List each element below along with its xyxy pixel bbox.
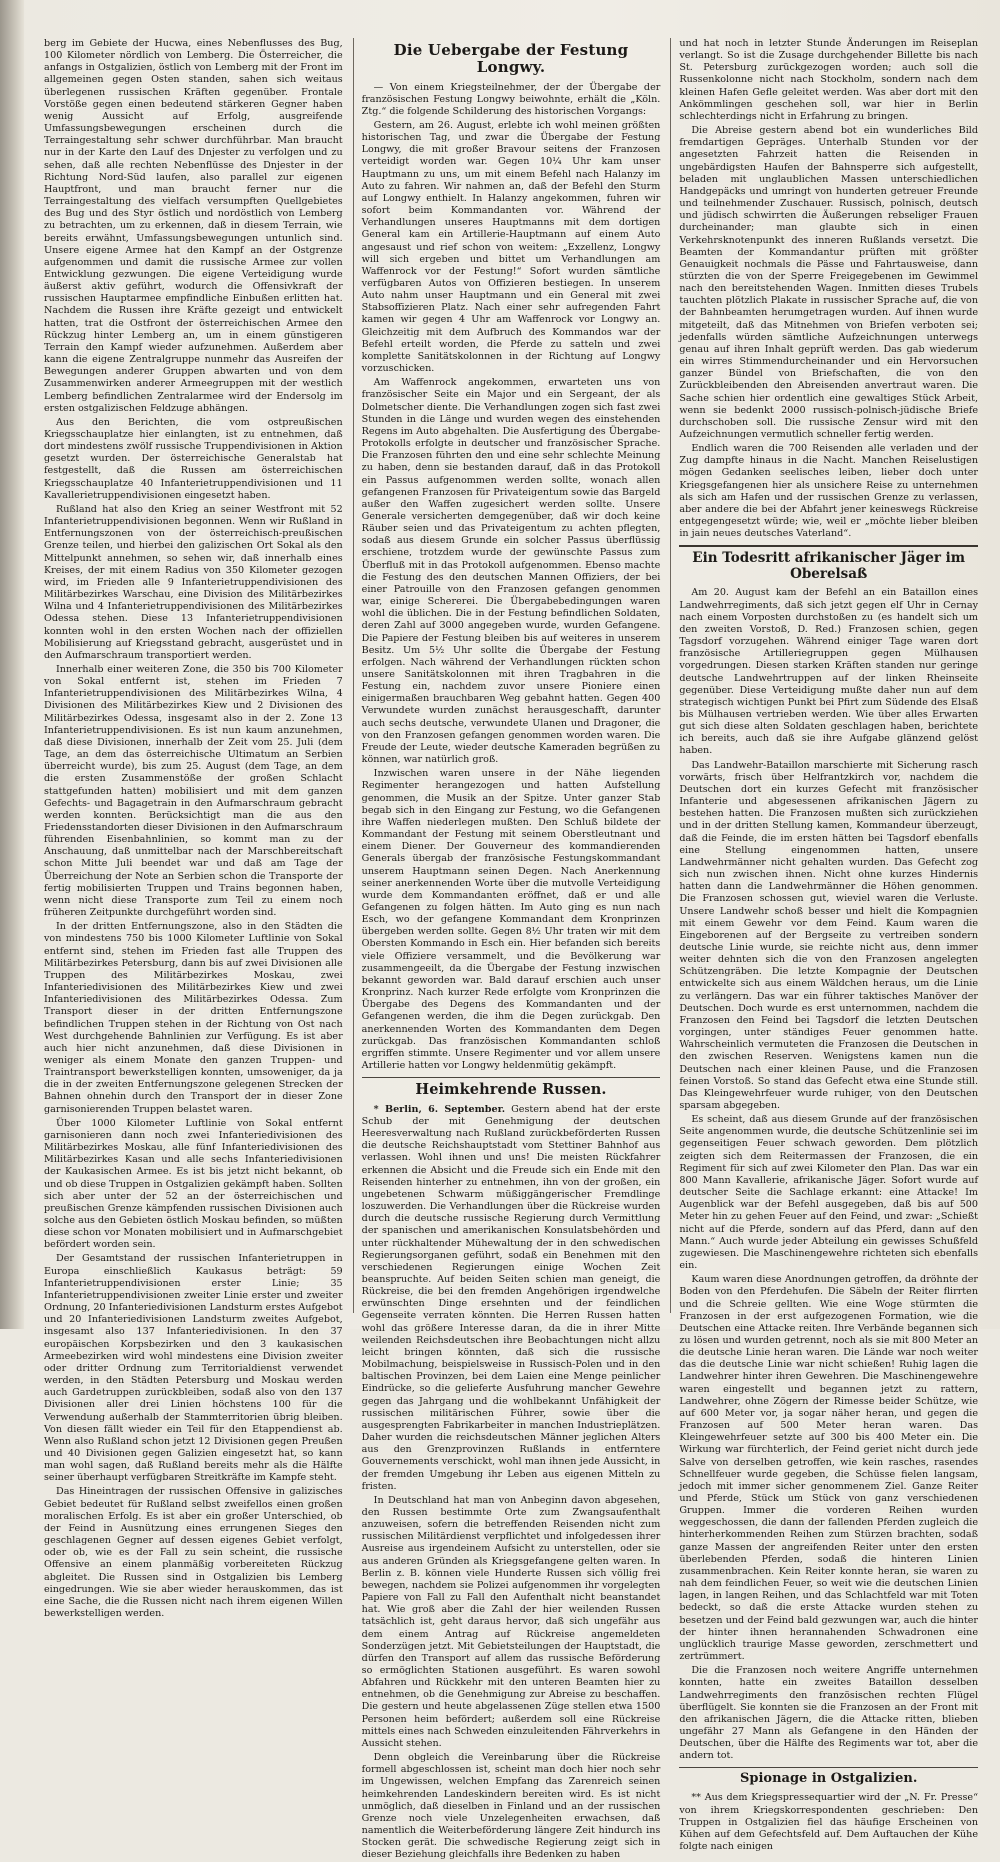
russen-continuation: Endlich waren die 700 Reisenden alle verladen und der Zug dampfte hinaus in die Nacht. Manchen Reiselustigen mögen Gedanken seelisches leiben, lieber doch unter Kriegsgefangenen hier als unsichere Reise zu unternehmen als sich am Hafen und der russischen Grenze zu verlassen, aber andere die bei der Abfahrt jener keineswegs Rückreise entgegengesetzt würde; wie, weil er „möchte lieber bleiben in jain neues deutsches Vaterland“. [679,443,979,540]
article-separator [679,545,978,547]
todesritt-paragraph: Das Landwehr-Bataillon marschierte mit Sicherung rasch vorwärts, frisch über Helfrantzkirch vor, nachdem die Deutschen dort ein kurzes Gefecht mit französischer Infanterie und abgesessenen afrikanischen Jägern zu bestehen hatten. Die Franzosen mußten sich zurückziehen und in der dritten Stellung kamen, Kommandeur überzeugt, daß die Feinde, die im ersten hätten bei Tagsdorf ebenfalls eine Stellung eingenommen hatten, unsere Landwehrmänner nicht gehalten wurden. Das Gefecht zog sich nun zwischen ihnen. Nicht ohne kurzes Hindernis hatten dann die Landwehrmänner die Höhen genommen. Die Franzosen schossen gut, wieviel waren die Verluste. Unsere Landwehr schoß besser und hielt die Kompagnien mit einem Gewehr vor dem Feind. Kaum waren die Eingeborenen auf der Bergseite zu vertreiben sondern deutsche Linie wurde, sie reichte nicht aus, denn immer weiter dehnten sich die von den Franzosen angelegten Schützengräben. Die letzte Kompagnie der Deutschen entwickelte sich aus einem Wäldchen heraus, um die Linie zu verlängern. Das war ein führer taktisches Manöver der Deutschen. Doch wurde es erst unternommen, nachdem die Franzosen den Feind bei Tagsdorf die letzten Deutschen vorgingen, unter ständiges Feuer genommen hatte. Wahrscheinlich vermuteten die Franzosen die Deutschen in den zwischen Reserven. Wenigstens kamen nun die Deutschen nach einer kleinen Pause, und die Franzosen feinen Vorstoß. So stand das Gefecht etwa eine Stunde still. Das Kleingewehrfeuer wurde ruhiger, von den Deutschen sparsam abgegeben. [679,759,979,1111]
col1-paragraph: Rußland hat also den Krieg an seiner Westfront mit 52 Infanterietruppendivisionen begonnen. Wenn wir Rußland in Entfernungszonen von der österreichisch-preußischen Grenze teilen, und hierbei den galizischen Ort Sokal als den Mittelpunkt annehmen, so sehen wir, daß innerhalb eines Kreises, der mit einem Radius von 350 Kilometer gezogen wird, im Frieden alle 9 Infanterietruppendivisionen des Militärbezirkes Warschau, eine Division des Militärbezirkes Wilna und 4 Infanterietruppendivisionen des Militärbezirkes Odessa stehen. Diese 13 Infanterietruppendivisionen konnten wohl in den ersten Wochen nach der offiziellen Mobilisierung auf Kriegsstand gebracht, ausgerüstet und in den Aufmarschraum transportiert werden. [44,503,343,661]
spionage-paragraph: ** Aus dem Kriegspressequartier wird der „N. Fr. Presse“ von ihrem Kriegskorrespondenten geschrieben: Den Truppen in Ostgalizien fiel das häufige Erscheinen von Kühen auf dem Gefechtsfeld auf. Dem Auftauchen der Kühe folgte nach einigen [679,1792,979,1852]
column-container [44,38,979,1861]
russen-dateline: * Berlin, 6. September. [373,1103,506,1115]
longwy-paragraph: Inzwischen waren unsere in der Nähe liegenden Regimenter herangezogen und hatten Aufstellung genommen, die Musik an der Spitze. Unter ganzer Stab begab sich in den Eingang zur Festung, wo die Gefangenen ihre Waffen niederlegen mußten. Den Schluß bildete der Kommandant der Festung mit seinem Oberstleutnant und einem Diener. Der Gouverneur des kommandierenden Generals übergab der französische Festungskommandant unserem Hauptmann seinen Degen. Nach Anerkennung seiner anerkennenden Worte über die mutvolle Verteidigung wurde dem Kommandanten eröffnet, daß er und alle Gefangenen zu folgen hätten. Im Auto ging es nun nach Esch, wo der gefangene Kommandant dem Kronprinzen übergeben werden sollte. Gegen 8½ Uhr traten wir mit dem Obersten Kommando in Esch ein. Hier befanden sich bereits viele Offiziere versammelt, und die Bevölkerung war zusammengeeilt, da die Übergabe der Festung inzwischen bekannt geworden war. Bald darauf erschien auch unser Kronprinz. Nach kurzer Rede erfolgte vom Kronprinzen die Übergabe des Degens des Kommandanten und der Gefangenen werden, die ihm die Degen zurückgab. Den anerkennenden Worten des Kommandanten dem Degen zurückgab. Das französischen Kommandanten schloß ergriffen stimmte. Unsere Regimenter und vor allem unsere Artillerie hatten vor Longwy heldenmütig gekämpft. [361,768,661,1071]
todesritt-paragraph: Am 20. August kam der Befehl an ein Bataillon eines Landwehrregiments, daß sich jetzt gegen elf Uhr in Cernay nach einem Vorposten durchstoßen zu (es handelt sich um den zweiten Vorstoß, D. Red.) Franzosen schien, gegen Tagsdorf vorzugehen. Während einiger Tage waren dort französische Artilleriegruppen gegen Mülhausen vorgedrungen. Diesen starken Kräften standen nur geringe deutsche Landwehrtruppen auf der linken Rheinseite gegenüber. Diese Verteidigung mußte daher nun auf dem strategisch wichtigen Punkt bei Pfirt zum Südende des Elsaß bis Mülhausen vertrieben werden. Wie über alles Erwarten gut sich diese alten Soldaten geschlagen haben, berichtete ich bereits, auch daß sie ihre Aufgabe glänzend gelöst haben. [679,587,979,757]
col1-paragraph: Der Gesamtstand der russischen Infanterietruppen in Europa einschließlich Kaukasus beträgt: 59 Infanterietruppendivisionen erster Linie; 35 Infanterietruppendivisionen zweiter Linie erster und zweiter Ordnung, 20 Infanteriedivisionen Landsturm erstes Aufgebot und 20 Infanteriedivisionen Landsturm zweites Aufgebot, insgesamt also 137 Infanteriedivisionen. In den 37 europäischen Korpsbezirken und den 3 kaukasischen Armeebezirken wird wohl mindestens eine Division zweiter oder dritter Ordnung zum Territorialdienst verwendet werden, in den Städten Petersburg und Moskau werden auch Gardetruppen zurückbleiben, sodaß also von den 137 Divisionen aller drei Linien höchstens 100 für die Verwendung außerhalb der Stammterritorien übrig bleiben. Von diesen fällt wieder ein Teil für den Etappendienst ab. Wenn also Rußland schon jetzt 12 Divisionen gegen Preußen und 40 Divisionen gegen Galizien eingesetzt hat, so kann man wohl sagen, daß Rußland bereits mehr als die Hälfte seiner überhaupt verfügbaren Streitkräfte im Kampfe steht. [44,1253,343,1484]
col1-paragraph: berg im Gebiete der Hucwa, eines Nebenflusses des Bug, 100 Kilometer nördlich von Lemberg. Die Österreicher, die anfangs in Ostgalizien, östlich von Lemberg mit der Front im allgemeinen gegen Osten standen, sahen sich weitaus überlegenen russischen Kräften gegenüber. Frontale Vorstöße gegen einen bedeutend stärkeren Gegner haben wenig Aussicht auf Erfolg, ausgreifende Umfassungsbewegungen erscheinen durch die Terraingestaltung sehr schwer durchführbar. Man braucht nur in der Karte den Lauf des Dnjester zu verfolgen und zu sehen, daß alle rechten Nebenflüsse des Dnjester in der Richtung Nord-Süd laufen, also parallel zur eigenen Hauptfront, und man braucht ferner nur die Terraingestaltung des vielfach versumpften Quellgebietes des Bug und des Styr östlich und nordöstlich von Lemberg zu betrachten, um zu erkennen, daß in diesem Terrain, wie bereits erwähnt, Umfassungsbewegungen untunlich sind. Unsere eigene Armee hat den Kampf an der Ostgrenze aufgenommen und damit die russische Armee zur vollen Entwicklung gezwungen. Die eigene Verteidigung wurde äußerst aktiv geführt, wodurch die Offensivkraft der russischen Hauptarmee empfindliche Einbußen erlitten hat. Nachdem die Russen ihre Kräfte gezeigt und entwickelt hatten, trat die Ostfront der österreichischen Armee den Rückzug hinter Lemberg an, um in einem günstigeren Terrain den Kampf wieder aufzunehmen. Außerdem aber kann die eigene Zentralgruppe nunmehr das Ausreifen der Bewegungen anderer Gruppen abwarten und von dem Zusammenwirken anderer Armeegruppen mit der westlich Lemberg befindlichen Zentralarmee wird der Endersolg im ersten ostgalizischen Feldzuge abhängen. [44,38,343,414]
article-separator [679,1767,978,1768]
col1-paragraph: In der dritten Entfernungszone, also in den Städten die von mindestens 750 bis 1000 Kilometer Luftlinie von Sokal entfernt sind, stehen im Frieden fast alle Truppen des Militärbezirkes Petersburg, dann bis auf zwei Divisionen alle Truppen des Militärbezirkes Moskau, zwei Infanteriedivisionen des Militärbezirkes Kiew und zwei Infanteriedivisionen des Militärbezirkes Odessa. Zum Transport dieser in der dritten Entfernungszone befindlichen Truppen stehen in der Richtung von Ost nach West durchgehende Bahnlinien zur Verfügung. Es ist aber auch hier nicht anzunehmen, daß diese Divisionen in weniger als einem Monate den ganzen Truppen- und Traintransport bewerkstelligen konnten, umsoweniger, da ja die in der zweiten Entfernungszone gelegenen Strecken der Bahnen ohnehin durch den Transport der in dieser Zone garnisonierenden Truppen belastet waren. [44,921,343,1115]
longwy-paragraph: Gestern, am 26. August, erlebte ich wohl meinen größten historischen Tag, und zwar die Übergabe der Festung Longwy, die mit großer Bravour seitens der Franzosen verteidigt worden war. Gegen 10¼ Uhr kam unser Hauptmann zu uns, um mit einem Befehl nach Halanzy im Auto zu fahren. Wir nahmen an, daß der Befehl den Sturm auf Longwy enthielt. In Halanzy angekommen, fuhren wir sofort beim Kommandanten vor. Während der Verhandlungen unseres Hauptmanns mit dem dortigen General kam ein Artillerie-Hauptmann auf einem Auto angesaust und rief schon von weitem: „Exzellenz, Longwy will sich ergeben und bittet um Verhandlungen am Waffenrock vor der Festung!“ Sofort wurden sämtliche verfügbaren Autos von Offizieren bestiegen. In unserem Auto nahm unser Hauptmann und ein General mit zwei Stabsoffizieren Platz. Nach einer sehr aufregenden Fahrt kamen wir gegen 4 Uhr am Waffenrock vor Longwy an. Gleichzeitig mit dem Aufbruch des Kommandos war der Befehl erteilt worden, die Pferde zu satteln und zwei komplette Sanitätskolonnen in der Richtung auf Longwy vorzuschicken. [361,119,661,375]
article-separator [362,1077,661,1078]
longwy-paragraph: Am Waffenrock angekommen, erwarteten uns von französischer Seite ein Major und ein Sergeant, der als Dolmetscher diente. Die Verhandlungen zogen sich fast zwei Stunden in die Länge und wurden wegen des einstehenden Regens im Auto abgehalten. Die Ausfertigung des Übergabe-Protokolls erfolgte in deutscher und französischer Sprache. Die Franzosen führten den und eine sehr schlechte Meinung zu haben, denn sie bestanden darauf, daß in das Protokoll ein Passus aufgenommen werden sollte, wonach allen gefangenen Franzosen für Privateigentum sowie das Bargeld außer den Waffen zugesichert werden sollte. Unsere Generale versicherten demgegenüber, daß wir doch keine Räuber seien und das Privateigentum zu achten pflegten, sodaß aus diesem Grunde ein solcher Passus überflüssig erschiene, trotzdem wurde der gewünschte Passus zum Überfluß mit in das Protokoll aufgenommen. Ebenso machte die Festung des den deutschen Mannen Offiziers, der bei einer Patrouille von den Franzosen gefangen genommen war, einige Schererei. Die Übergabebedingungen waren wohl die üblichen. Die in der Festung befindlichen Soldaten, deren Zahl auf 3000 angegeben wurde, wurden Gefangene. Die Papiere der Festung bleiben bis auf weiteres in unserem Besitz. Um 5½ Uhr sollte die Übergabe der Festung erfolgen. Nach während der Verhandlungen rückten schon unsere Sanitätskolonnen mit ihren Tragbahren in die Festung ein, nachdem zuvor unsere Pioniere einen einigermaßen brauchbaren Weg gebahnt hatten. Gegen 400 Verwundete wurden zunächst herausgeschafft, darunter auch sechs deutsche, verwundete Ulanen und Dragoner, die von den Franzosen gefangen genommen worden waren. Die Freude der Leute, wieder deutsche Kameraden begrüßen zu können, war natürlich groß. [361,377,661,766]
page-binding-shadow [0,0,24,1329]
headline-longwy: Die Uebergabe der Festung Longwy. [393,41,629,77]
russen-paragraph: Denn obgleich die Vereinbarung über die Rückreise formell abgeschlossen ist, scheint man doch hier noch sehr im Ungewissen, welchen Empfang das Zarenreich seinen heimkehrenden Landeskindern bereiten wird. Es ist nicht unmöglich, daß dieselben in Finland und an der russischen Grenze noch viele Unzelegenheiten erwachsen, daß namentlich die Weiterbeförderung längere Zeit hindurch ins Stocken gerät. Die schwedische Regierung zeigt sich in dieser Beziehung gleichfalls ihre Bedenken zu haben [361,1752,661,1861]
column-1 [44,38,343,1619]
russen-paragraph: In Deutschland hat man von Anbeginn davon abgesehen, den Russen bestimmte Orte zum Zwangsaufenthalt anzuweisen, sofern die betreffenden Reisenden nicht zum russischen Militärdienst verpflichtet und infolgedessen ihrer Ausreise aus irgendeinem Aufsicht zu unterstellen, oder sie aus anderen Gründen als Kriegsgefangene gelten waren. In Berlin z. B. können viele Hunderte Russen sich völlig frei bewegen, nachdem sie Polizei aufgenommen ihr vorgelegten Papiere von Fall zu Fall den Aufenthalt nicht beanstandet hat. Wie groß aber die Zahl der hier weilenden Russen tatsächlich ist, geht daraus hervor, daß sich ungefähr aus dem einem Antrag auf Rückreise angemeldeten Sonderzügen jetzt. Mit Gebietsteilungen der Hauptstadt, die dürfen den Transport auf allem das russische Beförderung so ermöglichten Stationen ausgeführt. Es waren sowohl Abfahren und Rückkehr mit den unteren Beamten hier zu entnehmen, ob die Genehmigung zur Abreise zu beschaffen. Die gestern und heute abgelassenen Züge stellen etwa 1500 Personen heim befördert; außerdem soll eine Rückreise mittels eines nach Schweden einzuleitenden Fährverkehrs in Aussicht stehen. [361,1494,661,1749]
col1-paragraph: Das Hineintragen der russischen Offensive in galizisches Gebiet bedeutet für Rußland selbst zweifellos einen großen moralischen Erfolg. Es ist aber ein großer Unterschied, ob der Feind in Ausnützung eines errungenen Sieges den geschlagenen Gegner auf dessen eigenes Gebiet verfolgt, oder ob, wie es der Fall zu sein scheint, die russische Offensive an einem planmäßig vorbereiteten Rückzug abgleitet. Die Russen sind in Ostgalizien bis Lemberg eingedrungen. Wie sie aber wieder herauskommen, das ist eine Sache, die die Russen nicht nach ihrem eigenen Willen bewerkstelligen werden. [44,1486,343,1619]
russen-paragraph [362,1104,661,1493]
column-2 [353,38,661,1861]
russen-continuation: Die Abreise gestern abend bot ein wunderliches Bild fremdartigen Gepräges. Unterhalb Stunden vor der angesetzten Fahrzeit hatten die Reisenden in ungebärdigsten Haufen der Bahnsperre sich aufgestellt, beladen mit unglaublichen Massen unterschiedlichen Handgepäcks und umringt von hunderten getreuer Freunde und teilnehmender Zuschauer. Russisch, polnisch, deutsch und jüdisch schwirrten die Äußerungen rebseliger Frauen durcheinander; man glaubte sich in einen Verkehrsknotenpunkt des inneren Rußlands versetzt. Die Beamten der Kommandantur prüften mit größter Genauigkeit nochmals die Pässe und Fahrtausweise, dann stürzten die von der Sperre Freigegebenen im Gewimmel nach den bereitstehenden Wagen. Inmitten dieses Trubels tauchten plötzlich Plakate in russischer Sprache auf, die von der Bahnbeamten herumgetragen wurden. Auf ihnen wurde mitgeteilt, daß das Mitnehmen von Briefen verboten sei; jedenfalls würden sämtliche Aufzeichnungen unterwegs genau auf ihren Inhalt geprüft werden. Das gab wiederum ein wirres Stimmendurcheinander und ein Hervorsuchen ganzer Bündel von Briefschaften, die von den Zurückbleibenden den Abreisenden anvertraut waren. Die Sache schien hier ordentlich eine gewaltiges Stück Arbeit, wenn sie bedenkt 2000 russisch-polnisch-jüdische Briefe durchschoben soll. Die russische Zensur wird mit den Aufzeichnungen vermutlich schneller fertig werden. [679,125,979,440]
column-3 [670,38,979,1852]
todesritt-paragraph: Kaum waren diese Anordnungen getroffen, da dröhnte der Boden von den Pferdehufen. Die Säbeln der Reiter flirrten und die Schreie gellten. Wie eine Woge stürmten die Franzosen in der erst aufgezogenen Formation, wie die Deutschen eine Attacke reiten. Ihre Verbände begannen sich zu lösen und wurden getrennt, noch als sie mit 800 Meter an die deutsche Linie heran waren. Die Lände war noch weiter das die deutsche Linie war nicht schießen! Ruhig lagen die Landwehrer hinter ihren Gewehren. Die Maschinengewehre waren eingestellt und begannen jetzt zu rattern, Landwehrer, ohne Zögern der Rimesse beider Schütze, wie auf 600 Meter vor, ja sogar näher heran, und gegen die Franzosen auf 500 Meter heran waren. Das Kleingewehrfeuer setzte auf 300 bis 400 Meter ein. Die Wirkung war fürchterlich, der Feind geriet nicht durch jede Salve von derselben getroffen, wie kein rasches, rasendes Schnellfeuer wurde gegeben, die Schüsse fielen langsam, jedoch mit immer sicher genommenem Ziel. Ganze Reiter und Pferde, Stück um Stück von ganz verschiedenen Gruppen. Immer die vorderen Reihen wurden weggeschossen, die dann der fallenden Pferden zugleich die hinterherkommenden Reihen zum Stürzen brachten, sodaß ganze Massen der angreifenden Reiter unter den ersten überlebenden Pferden, sodaß die hinteren Linien zusammenbrachen. Kein Reiter konnte heran, sie waren zu nah dem feindlichen Feuer, so weit wie die deutschen Linien lagen, in langen Reihen, und das Schlachtfeld war mit Toten bedeckt, so daß die erste Attacke wurden stehen zu besetzen und der Feind bald gezwungen war, auch die hinter der hinter ihnen herannahenden Schwadronen eine unglücklich traurige Masse geworden, zerschmettert und zertrümmert. [679,1274,979,1663]
todesritt-paragraph: Es scheint, daß aus diesem Grunde auf der französischen Seite angenommen wurde, die deutsche Schützenlinie sei im gegenseitigen Feuer schwach geworden. Dem plötzlich zeigten sich dem Reitermassen der Franzosen, die ein Regiment für sich auf zwei Kilometer den Plan. Das war ein 800 Mann Kavallerie, afrikanische Jäger. Sofort wurde auf deutscher Seite die Sachlage erkannt: eine Attacke! Im Augenblick war der Befehl ausgegeben, daß bis auf 500 Meter hin zu gehen Feuer auf den Feind, und zwar: „Schießt nicht auf die Pferde, sondern auf das Pferd, dann auf den Mann.“ Auch wurde jeder Abteilung ein gewisses Schußfeld zugewiesen. Die Maschinengewehre richteten sich ebenfalls ein. [679,1114,979,1272]
headline-todesritt: Ein Todesritt afrikanischer Jäger im Oberelsaß [692,550,966,582]
longwy-paragraph: — Von einem Kriegsteilnehmer, der der Übergabe der französischen Festung Longwy beiwohnte, erhält die „Köln. Ztg.“ die folgende Schilderung des historischen Vorgangs: [361,81,661,117]
col1-paragraph: Über 1000 Kilometer Luftlinie von Sokal entfernt garnisonieren dann noch zwei Infanteriedivisionen des Militärbezirkes Moskau, alle fünf Infanteriedivisionen des Militärbezirkes Kasan und alle sechs Infanteriedivisionen der Kaukasischen Armee. Es ist bis jetzt nicht bekannt, ob und ob diese Truppen in Ostgalizien gekämpft haben. Sollten sich aber unter der 52 an der österreichischen und preußischen Grenze kämpfenden russischen Divisionen auch solche aus den Gebieten östlich Moskau befinden, so müßten diese schon vor Monaten mobilisiert und in Aufmarschgebiet befördert worden sein. [44,1117,343,1251]
col1-paragraph: Aus den Berichten, die vom ostpreußischen Kriegsschauplatze hier einlangten, ist zu entnehmen, daß dort mindestens zwölf russische Truppendivisionen in Aktion gesetzt wurden. Der österreichische Generalstab hat festgestellt, daß die Russen am österreichischen Kriegsschauplatze 40 Infanterietruppendivisionen und 11 Kavallerietruppendivisionen eingesetzt haben. [44,416,343,501]
headline-russen: Heimkehrende Russen. [415,1081,607,1099]
headline-spionage: Spionage in Ostgalizien. [739,1771,918,1787]
russen-text: Gestern abend hat der erste Schub der mit Genehmigung der deutschen Heeresverwaltung nach Rußland zurückbeförderten Russen die deutsche Reichshauptstadt vom Stettiner Bahnhof aus verlassen. Wohl ihnen und uns! Die meisten Rückfahrer erkennen die Absicht und die Freude sich ein Ende mit den Reisenden hinterher zu entnehmen, ihn von der großen, ein ungebetenen Schwarm müßiggängerischer Fremdlinge loszuwerden. Die Verhandlungen über die Rückreise wurden durch die deutsche russische Regierung durch Vermittlung der spanischen und amerikanischen Konsulatsbehörden und unter rückhaltender Mühewaltung der in den schwedischen Regierungsorganen geführt, sodaß ein Benehmen mit den verschiedenen Regierungen einige Wochen Zeit beanspruchte. Auf beiden Seiten schien man geneigt, die Rückreise, die bei den fremden Angehörigen irgendwelche erwünschten Dinge ersehnten und der feindlichen Gegenseite verraten könnten. Die Herren Russen hatten wohl das größere Interesse daran, da die in ihrer Mitte weilenden Reichsdeutschen ihre Beobachtungen nicht allzu leicht bringen könnten, daß sich die russische Mobilmachung, beispielsweise in Russisch-Polen und in den baltischen Provinzen, bei dem Laien eine Menge peinlicher Eindrücke, so die gelieferte Ausfuhrung mancher Gewehre gegen das Jahrgang und die wohlbekannt Unfähigkeit der russischen militärischen Führer, sowie über die ausgesprengten Fabrikarbeiter in manchen Industrieplätzen. Daher wurden die reichsdeutschen Männer jeglichen Alters aus den Grenzprovinzen Rußlands in entferntere Gouvernements verschickt, wohl man ihnen jede Aussicht, in der fremden Umgebung ihr Leben aus eigenen Mitteln zu fristen. [361,1103,661,1492]
russen-continuation: und hat noch in letzter Stunde Änderungen im Reiseplan verlangt. So ist die Zusage durchgehender Billette bis nach St. Petersburg zurückgezogen worden; auch soll die Russenkolonne nicht nach Stockholm, sondern nach dem kleinen Hafen Gefle geleitet werden. Was aber dort mit den Ankömmlingen geschehen soll, war hier in Berlin schlechterdings nicht in Erfahrung zu bringen. [679,38,979,122]
todesritt-paragraph: Die die Franzosen noch weitere Angriffe unternehmen konnten, hatte ein zweites Bataillon desselben Landwehrregiments den französischen rechten Flügel überflügelt. Sie konnten sie die Franzosen an der Front mit den afrikanischen Jägern, die die Attacke ritten, blieben ungefähr 27 Mann als Gefangene in den Händen der Deutschen, über die Hälfte des Regiments war tot, aber die andern tot. [679,1665,979,1762]
col1-paragraph: Innerhalb einer weiteren Zone, die 350 bis 700 Kilometer von Sokal entfernt ist, stehen im Frieden 7 Infanterietruppendivisionen des Militärbezirkes Wilna, 4 Divisionen des Militärbezirkes Kiew und 2 Divisionen des Militärbezirkes Odessa, insgesamt also in der 2. Zone 13 Infanterietruppendivisionen. Es ist nun kaum anzunehmen, daß diese Divisionen, innerhalb der Zeit vom 25. Juli (dem Tage, an dem das österreichische Ultimatum an Serbien überreicht wurde), bis zum 25. August (dem Tage, an dem die ersten Zusammenstöße der großen Schlacht stattgefunden hatten) mobilisiert und mit dem ganzen Gefechts- und Bagagetrain in den Aufmarschraum gebracht werden konnten. Berücksichtigt man die aus den Friedensstandorten dieser Divisionen in den Aufmarschraum führenden Eisenbahnlinien, so kommt man zu der Anschauung, daß unmittelbar nach der Marschbereitschaft schon Mitte Juli beendet war und daß am Tage der Überreichung der Note an Serbien schon die Transporte der fertig mobilisierten Truppen und Trains begonnen haben, wenn nicht diese Transporte zum Teil zu einem noch früheren Zeitpunkte durchgeführt worden sind. [44,663,343,919]
